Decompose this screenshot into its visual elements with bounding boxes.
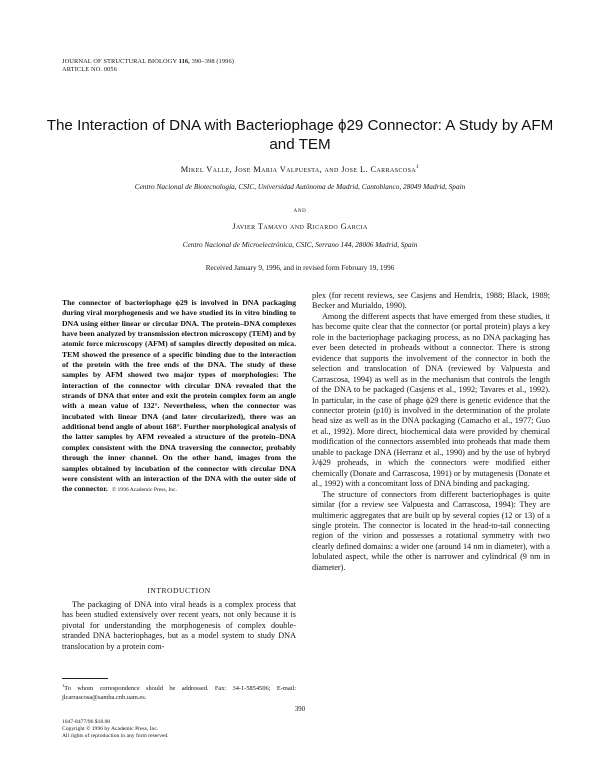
affiliation-1: Centro Nacional de Biotecnología, CSIC, Universidad Autónoma de Madrid, Cantoblanco, 28049 Madrid, Spain bbox=[134, 182, 466, 191]
reproduction-rights: All rights of reproduction in any form reserved. bbox=[62, 733, 169, 740]
introduction-heading: INTRODUCTION bbox=[147, 586, 211, 595]
publisher-info bbox=[62, 719, 169, 741]
journal-volume: 116, bbox=[178, 58, 190, 65]
correspondence-footnote bbox=[62, 682, 296, 702]
introduction-body bbox=[62, 600, 296, 652]
abstract-copyright: © 1996 Academic Press, Inc. bbox=[111, 487, 177, 494]
authors-1-names: Mikel Valle, Jose Maria Valpuesta, and Jose L. Carrascosa bbox=[180, 164, 417, 174]
introduction-paragraph: The packaging of DNA into viral heads is a complex process that has been studied extensively over recent years, not only because it is pivotal for understanding the morphogenesis of complex double-stranded DNA bacteriophages, but as a model system to study DNA translocation by a protein com- bbox=[62, 600, 296, 651]
abstract bbox=[62, 298, 296, 496]
right-column bbox=[312, 291, 550, 573]
received-dates: Received January 9, 1996, and in revised form February 19, 1996 bbox=[205, 264, 395, 272]
authors-conjunction: and bbox=[293, 206, 307, 214]
authors-line-2: Javier Tamayo and Ricardo Garcia bbox=[232, 222, 368, 231]
article-title: The Interaction of DNA with Bacteriophage ϕ29 Connector: A Study by AFM and TEM bbox=[46, 117, 554, 153]
right-paragraph-3: The structure of connectors from different bacteriophages is quite similar (for a review see Valpuesta and Carrascosa, 1994): They are multimeric aggregates that are built up by several copies (12 or 13) of a single protein. The connector is located in the head-to-tail connecting region of the virion and possesses a rotational symmetry with two clearly defined domains: a wider one (around 14 nm in diameter), with a lobulated aspect, while the other is narrower and cylindrical (9 nm in diameter). bbox=[312, 489, 550, 572]
article-number: ARTICLE NO. 0056 bbox=[62, 66, 117, 73]
footnote-marker: 1 bbox=[62, 683, 65, 688]
authors-line-1 bbox=[40, 164, 560, 174]
right-paragraph-1: plex (for recent reviews, see Casjens and Hendrix, 1988; Black, 1989; Becker and Murialdo, 1990). bbox=[312, 291, 550, 311]
abstract-text: The connector of bacteriophage ϕ29 is involved in DNA packaging during viral morphogenesis and we have studied its in vitro binding to DNA using either linear or circular DNA. The protein–DNA complexes have been analyzed by transmission electron microscopy (TEM) and by atomic force microscopy (AFM) of samples directly deposited on mica. TEM showed the presence of a specific binding due to the interaction of the protein with the free ends of the DNA. The study of these samples by AFM showed two major types of morphologies: The interaction of the connector with circular DNA revealed that the strands of DNA that enter and exit the protein complex form an angle with a mean value of 132°. Nevertheless, when the connector was incubated with linear DNA (and later circularized), there was an additional bend angle of about 168°. Further morphological analysis of the latter samples by AFM revealed a structure of the protein–DNA complex consistent with the DNA traversing the connector, probably through the inner channel. On the other hand, images from the samples obtained by incubation of the connector with circular DNA were consistent with an interaction of the DNA with the outer side of the connector. bbox=[62, 298, 296, 494]
affiliation-2: Centro Nacional de Microelectrónica, CSIC, Serrano 144, 28006 Madrid, Spain bbox=[182, 240, 418, 249]
page-number: 390 bbox=[294, 706, 306, 713]
issn-price: 1047-8477/96 $18.00 bbox=[62, 719, 111, 725]
journal-header bbox=[62, 58, 234, 74]
authors-1-footnote-marker: 1 bbox=[416, 164, 420, 170]
footnote-text: To whom correspondence should be addressed. Fax: 34-1-5854506; E-mail: jlcarrascosa@samba.cnb.uam.es. bbox=[62, 685, 296, 701]
footnote-divider bbox=[62, 678, 108, 679]
journal-pages: 390–398 (1996) bbox=[191, 58, 234, 65]
journal-name: JOURNAL OF STRUCTURAL BIOLOGY bbox=[62, 58, 177, 65]
right-paragraph-2: Among the different aspects that have emerged from these studies, it has become quite clear that the connector (or portal protein) plays a key role in the bacteriophage packaging process, as no DNA packaging has ever been detected in proheads without a connector. There is strong evidence that supports the involvement of the connector in both the selection and translocation of DNA (reviewed by Valpuesta and Carrascosa, 1994) as well as in the mechanism that controls the length of the DNA to be packaged (Casjens et al., 1992; Tavares et al., 1992). In particular, in the case of phage ϕ29 there is genetic evidence that the connector protein (p10) is involved in the determination of the prolate head size as well as in the DNA packaging (Camacho et al., 1977; Guo et al., 1992). More direct, biochemical data were provided by chemical modification of the connectors assembled into proheads that made them unable to package DNA (Herranz et al., 1990) and by the use of hybryd λ/ϕ29 proheads, in which the connectors were modified either chemically (Donate and Carrascosa, 1991) or by mutagenesis (Donate et al., 1992) with a concomitant loss of DNA binding and packaging. bbox=[312, 311, 550, 489]
publisher-copyright: Copyright © 1996 by Academic Press, Inc. bbox=[62, 726, 159, 733]
